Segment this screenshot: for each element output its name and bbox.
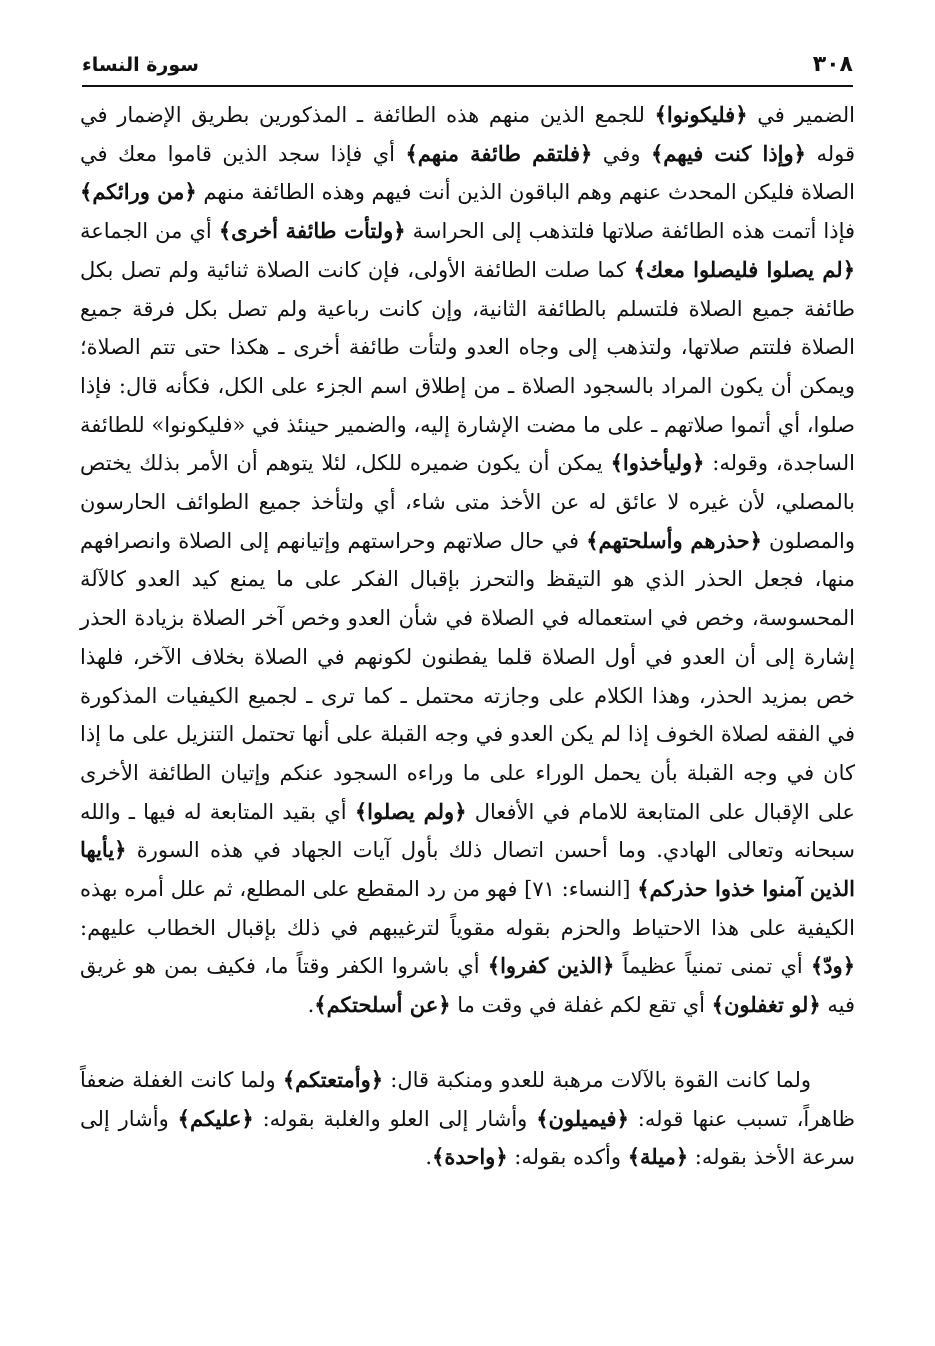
ornate-bracket-open-icon: ﴿ [241,1105,254,1131]
body-text-run: . [307,993,315,1018]
paragraph [80,96,855,1025]
quran-quote [219,219,406,243]
ornate-bracket-open-icon: ﴿ [616,1105,629,1131]
ornate-bracket-close-icon: ﴾ [487,953,501,979]
body-text-run: للجمع الذين منهم هذه الطائفة ـ المذكورين بطريق الإضمار في قوله [80,103,855,166]
quran-quote [651,142,806,166]
quran-quote-text: حذرهم وأسلحتهم [598,527,750,553]
quran-quote [712,993,821,1017]
running-head [82,44,853,80]
quran-quote [405,142,592,166]
ornate-bracket-close-icon: ﴾ [650,140,664,166]
ornate-bracket-close-icon: ﴾ [536,1105,549,1131]
quran-quote-text: واحدة [444,1144,496,1170]
ornate-bracket-close-icon: ﴾ [610,450,623,476]
ornate-bracket-open-icon: ﴿ [454,798,467,824]
quran-quote-text: فليكونوا [666,102,736,127]
paragraph [80,1061,855,1177]
quran-quote-text: وليأخذوا [622,450,693,476]
ornate-bracket-close-icon: ﴾ [586,527,599,553]
body-text-run: في حال صلاتهم وحراستهم وإتيانهم إلى الصلاة وانصرافهم منها، فجعل الحذر الذي هو التيقظ والتحرز بإقبال الفكر على ما يمنع كيد العدو كالآلة المحسوسة، وخص في استعماله في الصلاة في شأن العدو وخص آخر الصلاة بزيادة الحذر إشارة إلى أن العدو في أول الصلاة قلما يفطنون لكونهم في الصلاة بخلاف الآخر، فلهذا خص بمزيد الحذر، وهذا الكلام على وجازته محتمل ـ كما ترى ـ لجميع الكيفيات المذكورة في الفقه لصلاة الخوف إذا لم يكن العدو في وجه القبلة على أنها تحتمل التنزيل على ما إذا كان في وجه القبلة بأن يحمل الوراء على ما وراءه السجود عنكم وإتيان الطائفة الأخرى على الإقبال على المتابعة للامام في الأفعال [80,528,856,824]
body-text-run: أي تقع لكم غفلة في وقت ما [450,993,712,1018]
body-text-run: أي بقيد المتابعة له فيها ـ والله سبحانه وتعالى الهادي. وما أحسن اتصال ذلك بأول آيات الجهاد في هذه السورة [80,799,855,863]
quran-quote [80,180,197,204]
quran-quote [655,103,748,127]
body-text [80,96,855,1177]
ornate-bracket-open-icon: ﴿ [675,1144,689,1170]
quran-quote-text: يأيها الذين آمنوا خذوا حذركم [80,837,855,902]
ornate-bracket-close-icon: ﴾ [80,179,93,205]
quran-quote-text: ولتأت طائفة أخرى [231,218,394,244]
quran-quote-text: الذين كفروا [500,953,603,979]
ornate-bracket-open-icon: ﴿ [184,179,197,205]
quran-quote [314,993,450,1017]
body-text-run: . [425,1145,433,1170]
ornate-bracket-open-icon: ﴿ [114,837,127,863]
ornate-bracket-close-icon: ﴾ [637,876,650,902]
surah-title: سورة النساء [82,54,199,76]
body-text-run: أي من الجماعة [80,219,219,244]
body-text-run: الضمير في [747,103,855,127]
ornate-bracket-close-icon: ﴾ [177,1105,190,1131]
ornate-bracket-close-icon: ﴾ [810,953,824,979]
quran-quote-text: عليكم [189,1105,242,1131]
ornate-bracket-close-icon: ﴾ [314,992,327,1018]
body-text-run: أي باشروا الكفر وقتاً ما، فكيف بمن هو غريق فيه [80,954,855,1018]
body-text-run: وأكده بقوله: [507,1145,628,1170]
body-text-run: فإذا أتمت هذه الطائفة صلاتها فلتذهب إلى الحراسة [405,219,855,244]
body-text-run: كما صلت الطائفة الأولى، فإن كانت الصلاة ثنائية ولم تصل بكل طائفة جميع الصلاة فلتسلم بالطائفة الثانية، وإن كانت رباعية ولم تصل بكل فرقة جميع الصلاة فلتتم صلاتها، ولتذهب إلى وجاه العدو ولتأت طائفة أخرى ـ هكذا حتى تتم الصلاة؛ ويمكن أن يكون المراد بالسجود الصلاة ـ من إطلاق اسم الجزء على الكل، فكأنه قال: فإذا صلوا، أي أتموا صلاتهم ـ على ما مضت الإشارة إليه، والضمير حينئذ في «فليكونوا» للطائفة الساجدة، وقوله: [80,257,856,476]
ornate-bracket-open-icon: ﴿ [495,1144,508,1170]
body-text-run: [النساء: ٧١] فهو من رد المقطع على المطلع، ثم علل أمره بهذه الكيفية على هذا الاحتياط والحزم بقوله مقوياً لترغيبهم في ذلك بإقبال الخطاب عليهم: [80,877,855,940]
quran-quote-text: ميلة [640,1144,676,1170]
body-text-run: يمكن أن يكون ضميره للكل، لئلا يتوهم أن الأمر بذلك يختص بالمصلي، لأن غيره لا عائق له عن الأخذ متى شاء، أي ولتأخذ جميع الطوائف الحارسون والمصلون [80,451,855,553]
quran-quote-text: فلتقم طائفة منهم [417,140,581,166]
quran-quote [634,258,855,282]
quran-quote-text: ولم يصلوا [367,798,455,824]
body-text-run: وأشار إلى سرعة الأخذ بقوله: [80,1106,855,1170]
header-rule [82,85,853,87]
quran-quote [355,800,467,824]
ornate-bracket-close-icon: ﴾ [633,256,646,282]
ornate-bracket-open-icon: ﴿ [842,953,855,979]
quran-quote-text: وأمتعتكم [295,1066,371,1092]
page-number: ٣٠٨ [812,52,853,77]
quran-quote [488,954,615,978]
ornate-bracket-open-icon: ﴿ [749,527,762,553]
ornate-bracket-close-icon: ﴾ [282,1066,296,1092]
quran-quote-text: لم يصلوا فليصلوا معك [645,256,843,282]
ornate-bracket-open-icon: ﴿ [602,953,615,979]
ornate-bracket-close-icon: ﴾ [354,798,368,824]
quran-quote [611,451,705,475]
body-text-run: أي تمنى تمنياً عظيماً [614,954,811,979]
ornate-bracket-close-icon: ﴾ [627,1144,641,1170]
quran-quote-text: فيميلون [548,1105,617,1131]
body-text-run: أي فإذا سجد الذين قاموا معك في الصلاة فليكن المحدث عنهم وهم الباقون الذين أنت فيهم وهذه الطائفة منهم [80,141,855,205]
ornate-bracket-close-icon: ﴾ [432,1144,445,1170]
quran-quote [178,1107,254,1131]
body-text-run: وأشار إلى العلو والغلبة بقوله: [253,1106,537,1131]
ornate-bracket-close-icon: ﴾ [654,102,667,127]
ornate-bracket-open-icon: ﴿ [692,450,705,476]
quran-quote-text: وإذا كنت فيهم [663,140,794,166]
quran-quote [628,1145,688,1169]
ornate-bracket-open-icon: ﴿ [580,140,593,166]
ornate-bracket-close-icon: ﴾ [405,140,418,166]
body-text-run: ولما كانت الغفلة ضعفاً ظاهراً، تسبب عنها قوله: [80,1067,855,1131]
ornate-bracket-close-icon: ﴾ [711,992,724,1018]
quran-quote-text: لو تغفلون [723,992,809,1018]
body-text-run: ولما كانت القوة بالآلات مرهبة للعدو ومنكبة قال: [383,1067,812,1092]
ornate-bracket-open-icon: ﴿ [735,102,748,127]
quran-quote [536,1107,629,1131]
ornate-bracket-open-icon: ﴿ [793,140,806,166]
ornate-bracket-open-icon: ﴿ [393,218,406,244]
ornate-bracket-close-icon: ﴾ [218,218,232,244]
quran-quote [586,529,762,553]
ornate-bracket-open-icon: ﴿ [370,1066,384,1092]
quran-quote [432,1145,508,1169]
ornate-bracket-open-icon: ﴿ [438,992,451,1018]
quran-quote [283,1068,383,1092]
quran-quote-text: ودّ [823,953,843,979]
ornate-bracket-open-icon: ﴿ [842,256,856,282]
ornate-bracket-open-icon: ﴿ [808,992,821,1018]
quran-quote-text: عن أسلحتكم [326,992,439,1018]
body-text-run: وفي [592,141,651,166]
quran-quote-text: من ورائكم [92,179,185,205]
quran-quote [811,954,855,978]
